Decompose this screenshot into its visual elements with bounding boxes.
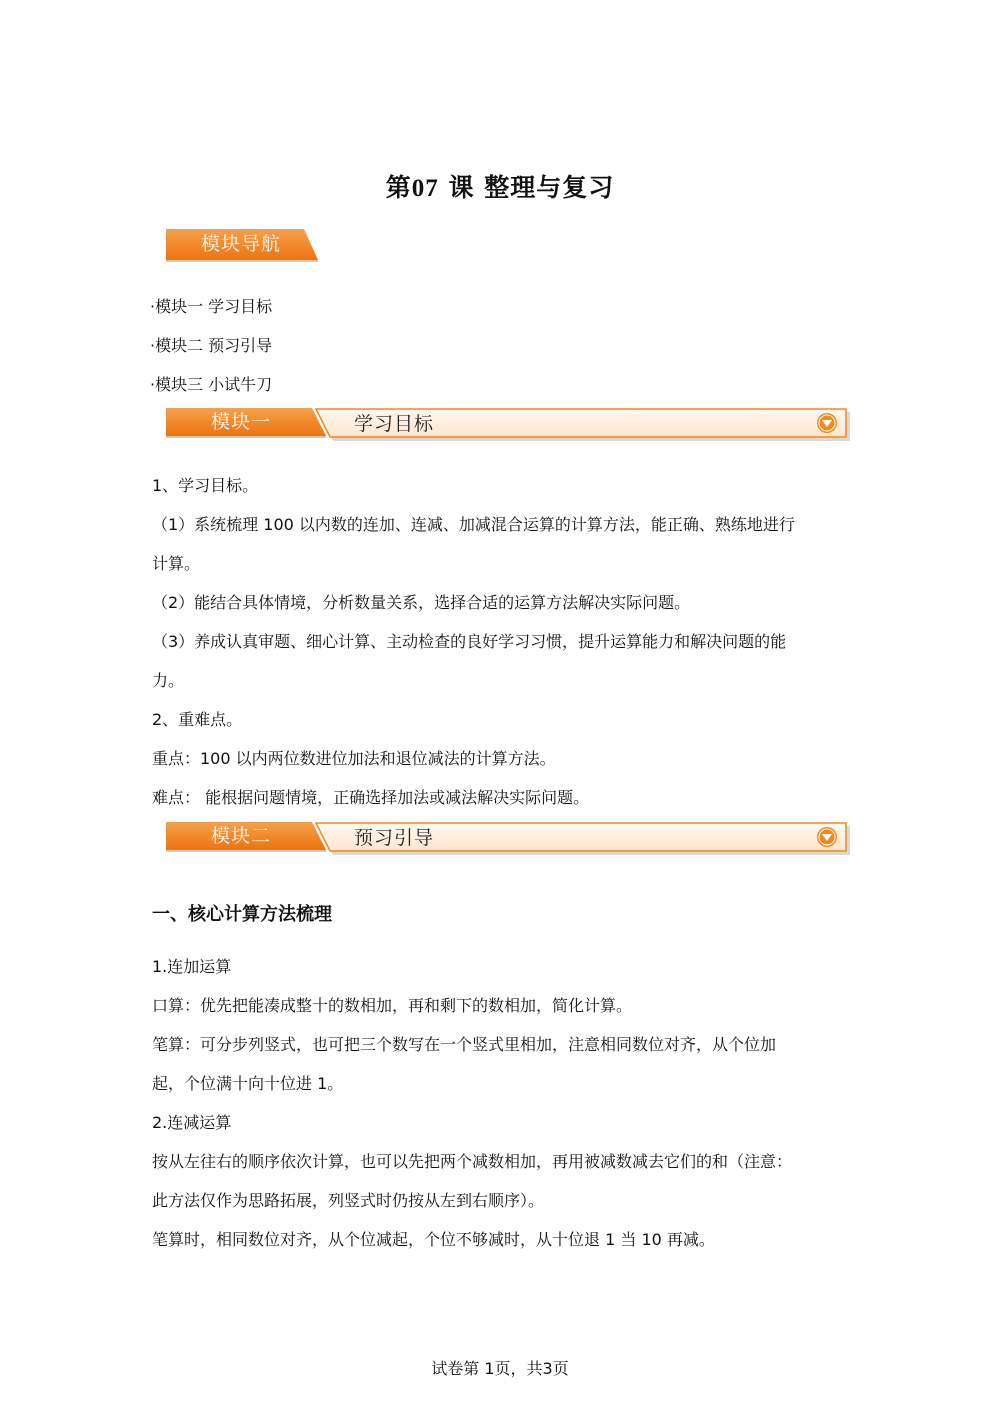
nav-item-module1[interactable]: ·模块一 学习目标 [150,297,273,316]
module2-header [166,822,850,858]
module2-line-5: 2.连减运算 [152,1113,232,1132]
nav-tab-label: 模块导航 [200,233,281,255]
module1-line-3: 计算。 [152,554,201,573]
module2-line-8: 笔算时，相同数位对齐，从个位减起，个位不够减时，从十位退 1 当 10 再减。 [152,1230,715,1249]
module2-line-1: 1.连加运算 [152,957,232,976]
module1-line-6: 力。 [152,671,185,690]
module2-line-3: 笔算：可分步列竖式，也可把三个数写在一个竖式里相加，注意相同数位对齐，从个位加 [152,1035,777,1054]
module1-line-4: （2）能结合具体情境，分析数量关系，选择合适的运算方法解决实际问题。 [152,593,691,612]
title-prefix: 第 [385,173,412,202]
module1-header [166,408,850,444]
module1-line-8: 重点：100 以内两位数进位加法和退位减法的计算方法。 [152,749,556,768]
title-number: 07 [411,175,439,202]
nav-item-module2[interactable]: ·模块二 预习引导 [150,336,273,355]
module1-line-5: （3）养成认真审题、细心计算、主动检查的良好学习习惯，提升运算能力和解决问题的能 [152,632,787,651]
module1-line-1: 1、学习目标。 [152,476,259,495]
nav-item-module3[interactable]: ·模块三 小试牛刀 [150,375,273,394]
module1-heading: 学习目标 [354,413,435,435]
module2-tag: 模块二 [210,825,271,847]
module2-line-2: 口算：优先把能凑成整十的数相加，再和剩下的数相加，简化计算。 [152,996,633,1015]
section-title: 一、核心计算方法梳理 [152,904,332,925]
module2-line-4: 起，个位满十向十位进 1。 [152,1074,344,1093]
module1-line-9: 难点： 能根据问题情境，正确选择加法或减法解决实际问题。 [152,788,590,807]
module2-line-7: 此方法仅作为思路拓展，列竖式时仍按从左到右顺序）。 [152,1191,545,1210]
chevron-down-icon[interactable] [816,412,838,434]
page-title [0,168,1000,204]
page-footer: 试卷第 1页，共3页 [431,1359,569,1378]
module1-line-2: （1）系统梳理 100 以内数的连加、连减、加减混合运算的计算方法，能正确、熟练地进行 [152,515,795,534]
title-suffix: 课 整理与复习 [448,173,615,202]
module-nav-tab [166,229,318,260]
module1-tag: 模块一 [210,411,271,433]
module2-heading: 预习引导 [354,827,435,849]
module1-line-7: 2、重难点。 [152,710,243,729]
chevron-down-icon[interactable] [816,826,838,848]
module2-line-6: 按从左往右的顺序依次计算，也可以先把两个减数相加，再用被减数减去它们的和（注意： [152,1152,793,1171]
